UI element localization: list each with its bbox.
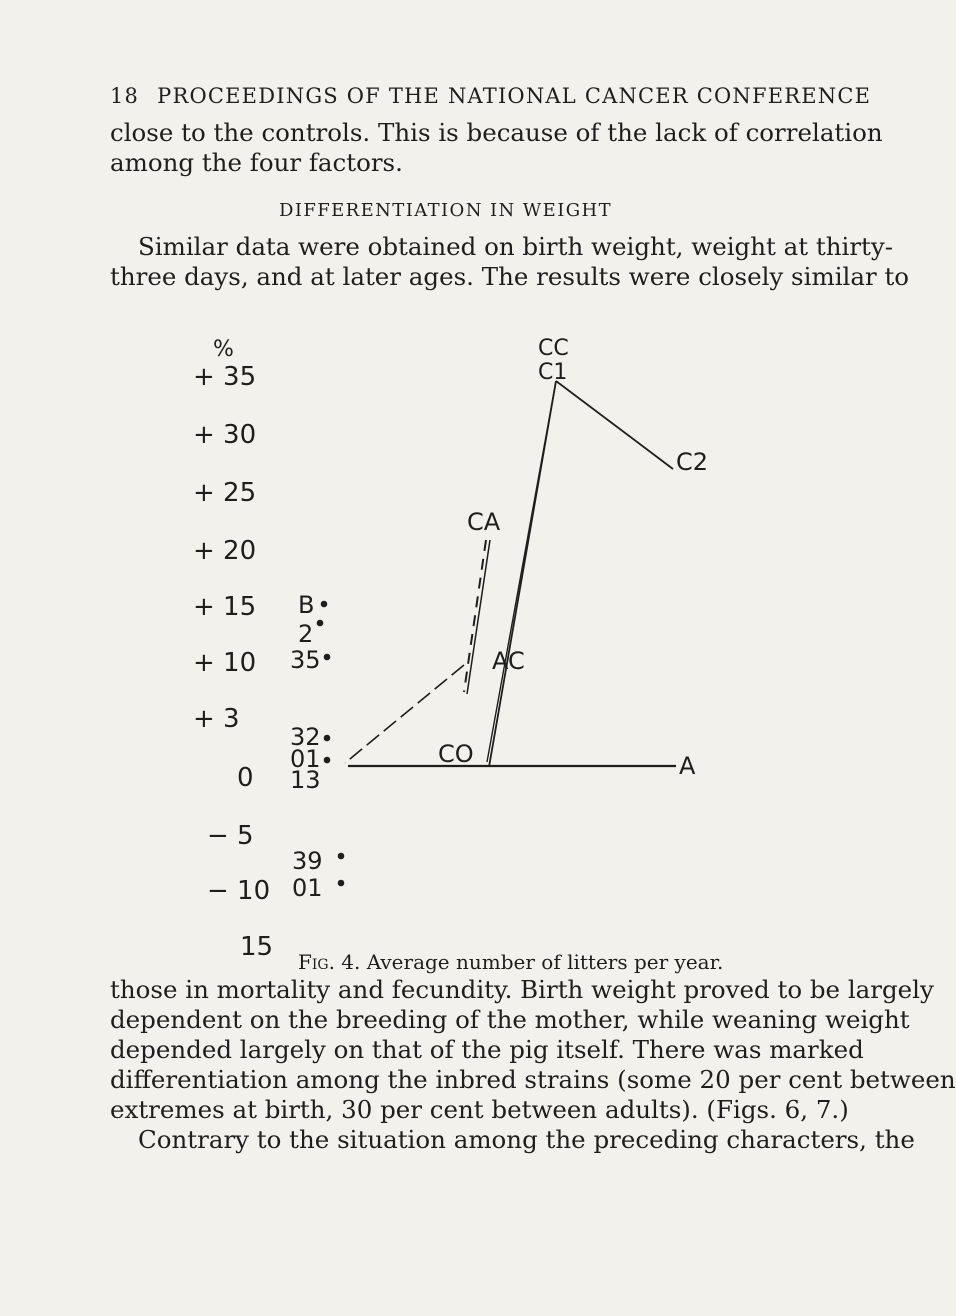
strain-label-39: 39 — [292, 847, 323, 875]
strain-label-ca: CA — [467, 508, 501, 536]
line-ca-solid — [467, 540, 490, 694]
y-axis-label: + 25 — [193, 478, 257, 508]
text-line: among the four factors. — [110, 148, 403, 177]
strain-label-01: 01 — [290, 745, 321, 773]
strain-label-a: A — [679, 752, 696, 780]
y-axis-label: + 35 — [193, 362, 257, 392]
strain-point — [338, 853, 345, 860]
y-axis-label: 15 — [240, 932, 274, 962]
paragraph-3 — [110, 975, 956, 1155]
strain-label-co: CO — [438, 740, 474, 768]
strain-point — [321, 601, 328, 608]
text-line: extremes at birth, 30 per cent between adults). (Figs. 6, 7.) — [110, 1095, 849, 1124]
paragraph-1 — [110, 118, 883, 178]
strain-label-ac: AC — [492, 647, 525, 675]
y-axis-label: + 10 — [193, 648, 257, 678]
strain-label-c2: C2 — [676, 448, 709, 476]
strain-label-c1: C1 — [538, 360, 568, 385]
strain-label-b: B — [298, 591, 315, 619]
y-axis-label: − 10 — [207, 876, 271, 906]
strain-label-35: 35 — [290, 646, 321, 674]
text-line: Contrary to the situation among the preceding characters, the — [138, 1125, 915, 1154]
strain-label-13: 13 — [290, 766, 321, 794]
text-line: three days, and at later ages. The results were closely similar to — [110, 262, 910, 291]
strain-point — [317, 620, 324, 627]
y-axis-label: + 30 — [193, 420, 257, 450]
paragraph-2 — [110, 232, 910, 292]
running-head-title: PROCEEDINGS OF THE NATIONAL CANCER CONFERENCE — [157, 84, 872, 108]
strain-label-cc: CC — [538, 336, 569, 361]
running-head — [110, 84, 872, 108]
y-axis-label: 0 — [237, 763, 254, 793]
text-line: Similar data were obtained on birth weight, weight at thirty- — [138, 232, 894, 261]
figure-caption-label: Fig. 4. — [298, 950, 361, 974]
strain-point — [324, 735, 331, 742]
strain-label-2: 2 — [298, 620, 314, 648]
strain-label-32: 32 — [290, 723, 321, 751]
text-line: dependent on the breeding of the mother, while weaning weight — [110, 1005, 910, 1034]
line-ca-dashed — [464, 540, 486, 692]
text-line: differentiation among the inbred strains (some 20 per cent between — [110, 1065, 956, 1094]
figure-caption — [298, 950, 723, 974]
page-number: 18 — [110, 84, 140, 108]
y-axis-label: + 15 — [193, 592, 257, 622]
strain-label-01b: 01 — [292, 874, 323, 902]
y-axis-label: − 5 — [207, 821, 254, 851]
unit-label: % — [213, 337, 234, 362]
figure-caption-text: Average number of litters per year. — [366, 950, 724, 974]
line-c1-c2 — [556, 381, 673, 469]
y-axis-label: + 20 — [193, 536, 257, 566]
text-line: those in mortality and fecundity. Birth weight proved to be largely — [110, 975, 934, 1004]
text-line: close to the controls. This is because of the lack of correlation — [110, 118, 883, 147]
section-heading: DIFFERENTIATION IN WEIGHT — [279, 200, 612, 221]
line-c1-right — [487, 381, 556, 762]
y-axis-label: + 3 — [193, 704, 240, 734]
strain-point — [338, 880, 345, 887]
strain-point — [324, 654, 331, 661]
strain-point — [324, 757, 331, 764]
text-line: depended largely on that of the pig itself. There was marked — [110, 1035, 864, 1064]
